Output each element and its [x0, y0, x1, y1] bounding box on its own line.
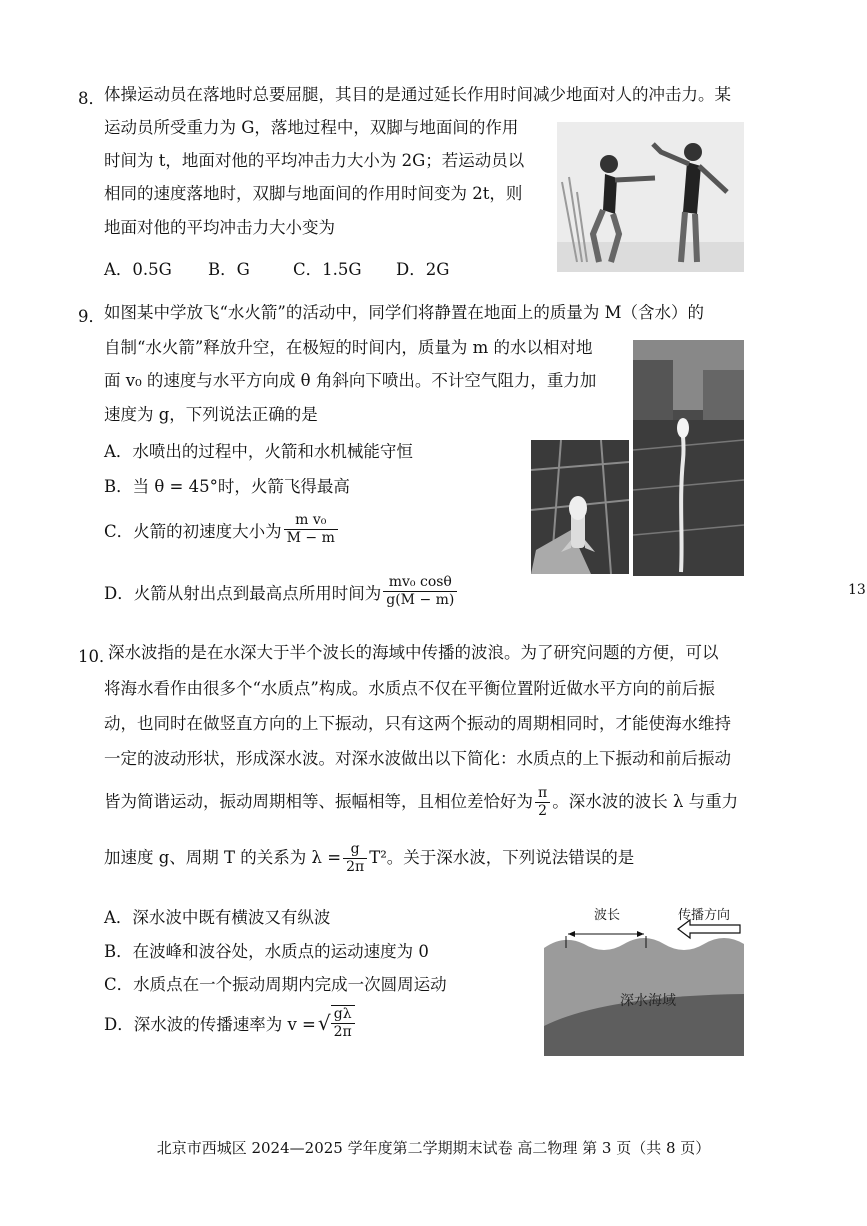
- fraction-numerator: m v₀: [295, 512, 327, 528]
- text-fragment: T²。关于深水波，下列说法错误的是: [369, 848, 635, 867]
- option-c: C．水质点在一个振动周期内完成一次圆周运动: [104, 975, 447, 994]
- question-text-line: 相同的速度落地时，双脚与地面间的作用时间变为 2t，则: [104, 184, 523, 203]
- option-a: A．水喷出的过程中，火箭和水机械能守恒: [104, 442, 413, 461]
- question-text-line: 深水波指的是在水深大于半个波长的海域中传播的波浪。为了研究问题的方便，可以: [108, 643, 719, 662]
- question-text-line: [104, 836, 634, 880]
- fraction-denominator: 2π: [331, 1023, 355, 1041]
- question-number: 9．: [78, 307, 105, 326]
- option-d-fraction: [331, 1005, 355, 1041]
- question-text-line: 一定的波动形状，形成深水波。对深水波做出以下简化：水质点的上下振动和前后振动: [104, 749, 731, 768]
- option-d: [104, 574, 459, 609]
- option-d-fraction: [383, 574, 457, 609]
- phase-fraction: [535, 785, 550, 820]
- text-fragment: 加速度 g、周期 T 的关系为 λ =: [104, 848, 342, 867]
- fraction-denominator: M − m: [284, 529, 338, 547]
- fraction-numerator: mv₀ cosθ: [388, 574, 452, 590]
- option-c-fraction: [284, 512, 338, 547]
- fraction-denominator: 2: [535, 802, 550, 820]
- rocket-launch-photo: [633, 340, 744, 576]
- option-b: B．当 θ = 45°时，火箭飞得最高: [104, 477, 350, 496]
- deep-sea-label: 深水海域: [620, 993, 676, 1009]
- question-text-line: 时间为 t，地面对他的平均冲击力大小为 2G；若运动员以: [104, 151, 525, 170]
- fraction-numerator: π: [538, 784, 548, 801]
- option-d: D．2G: [396, 260, 450, 279]
- gymnast-photo: [557, 122, 744, 272]
- question-text-line: 速度为 g，下列说法正确的是: [104, 405, 318, 424]
- question-text-line: 体操运动员在落地时总要屈腿，其目的是通过延长作用时间减少地面对人的冲击力。某: [104, 85, 731, 104]
- question-text-line: 自制“水火箭”释放升空，在极短的时间内，质量为 m 的水以相对地: [104, 338, 593, 357]
- fraction-denominator: 2π: [343, 858, 367, 876]
- option-d-text: D．火箭从射出点到最高点所用时间为: [104, 583, 382, 603]
- option-c: [104, 512, 340, 547]
- question-text-line: 面 v₀ 的速度与水平方向成 θ 角斜向下喷出。不计空气阻力，重力加: [104, 371, 597, 390]
- page-footer: 北京市西城区 2024—2025 学年度第二学期期末试卷 高二物理 第 3 页（共 8 页）: [156, 1139, 711, 1157]
- question-text-line: 动，也同时在做竖直方向的上下振动，只有这两个振动的周期相同时，才能使海水维持: [104, 714, 731, 733]
- option-d: [104, 1005, 357, 1041]
- question-text-line: 将海水看作由很多个“水质点”构成。水质点不仅在平衡位置附近做水平方向的前后振: [104, 679, 715, 698]
- text-fragment: 皆为简谐运动，振动周期相等、振幅相等，且相位差恰好为: [104, 792, 533, 811]
- question-text-line: 地面对他的平均冲击力大小变为: [104, 218, 335, 237]
- option-c-text: C．火箭的初速度大小为: [104, 521, 282, 541]
- fraction-numerator: gλ: [333, 1006, 352, 1022]
- option-d-text: D．深水波的传播速率为 v =: [104, 1015, 316, 1034]
- question-text-line: 运动员所受重力为 G，落地过程中，双脚与地面间的作用: [104, 118, 519, 137]
- wavelength-fraction: [343, 841, 367, 876]
- option-a: A．0.5G: [104, 260, 172, 279]
- question-text-line: [104, 780, 738, 824]
- wavelength-label: 波长: [594, 908, 621, 923]
- propagation-direction-label: 传播方向: [678, 908, 731, 923]
- question-number: 10．: [78, 647, 116, 666]
- option-c: C．1.5G: [293, 260, 362, 279]
- rocket-closeup-photo: [531, 440, 629, 574]
- option-a: A．深水波中既有横波又有纵波: [104, 908, 331, 927]
- question-text-line: 如图某中学放飞“水火箭”的活动中，同学们将静置在地面上的质量为 M（含水）的: [104, 303, 705, 322]
- sqrt-sign: √: [317, 1011, 331, 1035]
- option-b: B．G: [208, 260, 250, 279]
- question-number: 8．: [78, 89, 105, 108]
- margin-mark: 13: [848, 582, 866, 598]
- fraction-denominator: g(M − m): [383, 591, 457, 609]
- option-b: B．在波峰和波谷处，水质点的运动速度为 0: [104, 942, 429, 961]
- text-fragment: 。深水波的波长 λ 与重力: [552, 792, 739, 811]
- fraction-numerator: g: [350, 840, 360, 857]
